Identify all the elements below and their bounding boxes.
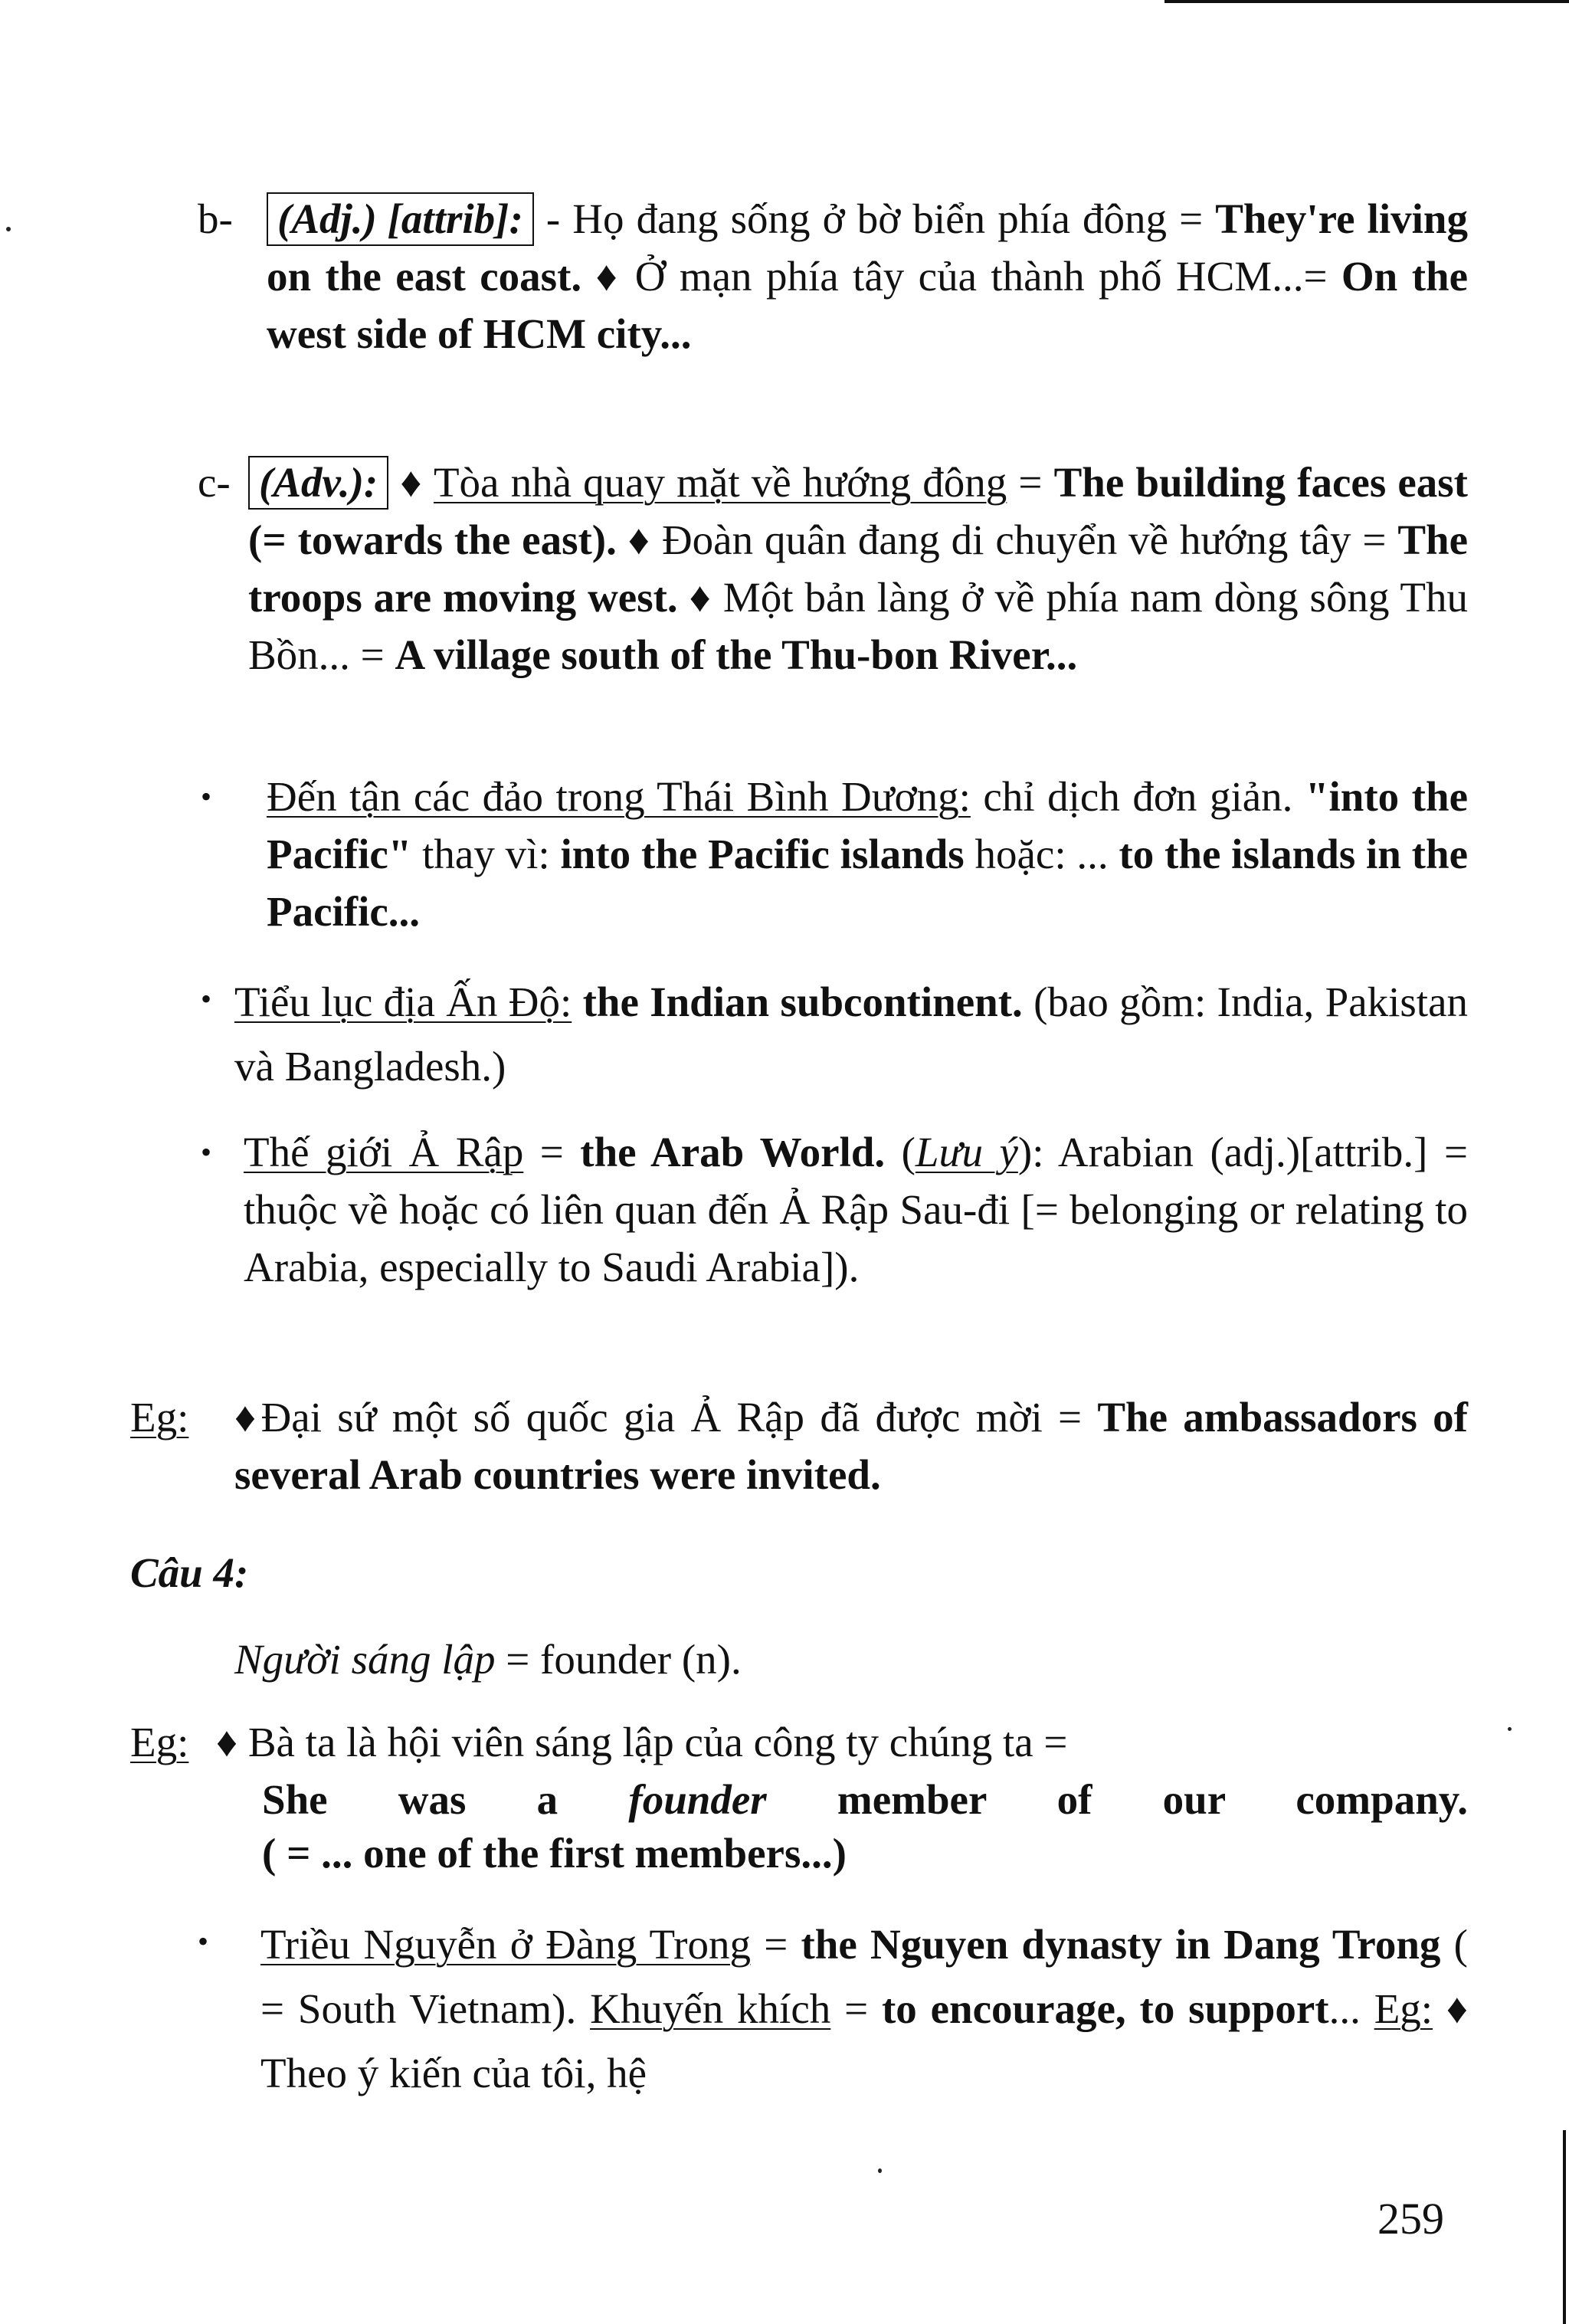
text-run: ( (885, 1129, 916, 1175)
text-run: ♦ Đoàn quân đang di chuyển về hướng tây = (616, 516, 1398, 563)
eg-founder-line2 (262, 1771, 1468, 1828)
text-run: ♦ Bà ta là hội viên sáng lập của công ty chúng ta = (216, 1719, 1068, 1765)
underlined-run: Tiểu lục địa Ấn Độ: (234, 978, 572, 1025)
bullet-pacific-dot: • (201, 779, 212, 814)
text-run: ♦ (388, 459, 434, 506)
text-run: ): Arabian (adj.)[attrib.] = thuộc về hoặc có liên quan đến Ả Rập Sau-đi [= belonging or relating to Arabia, especially to Saudi Arabia]). (244, 1129, 1468, 1290)
scan-speck (878, 2168, 882, 2173)
bullet-pacific-paragraph (267, 768, 1468, 940)
bold-run: A village south of the Thu-bon River... (395, 631, 1078, 678)
underlined-run: Tòa nhà quay mặt về hướng đông (433, 459, 1007, 506)
bold-run: On the west side of HCM city... (267, 253, 1469, 357)
bold-run: to the islands in the Pacific... (267, 831, 1468, 935)
eg-arab-paragraph (234, 1388, 1468, 1503)
text-run: thay vì: (411, 831, 561, 877)
section-b-marker: b- (198, 195, 233, 242)
bullet-arab-paragraph (244, 1123, 1468, 1296)
cau4-heading: Câu 4: (130, 1549, 249, 1596)
underlined-run: Khuyến khích (590, 1985, 831, 2032)
text-run: ♦Đại sứ một số quốc gia Ả Rập đã được mời = (234, 1394, 1098, 1441)
bold-run: into the Pacific islands (560, 831, 965, 877)
bullet-nguyen-paragraph (260, 1913, 1468, 2106)
text-run: (bao gồm: India, Pakistan và Bangladesh.) (234, 978, 1468, 1090)
bold-run: "into the Pacific" (267, 773, 1468, 877)
text-run: = founder (n). (495, 1636, 742, 1683)
underlined-run: Eg: (1374, 1985, 1433, 2032)
bold-run: member of our company. (766, 1776, 1468, 1823)
section-c-label-box: (Adv.): (248, 456, 388, 510)
text-run: = (1007, 459, 1054, 506)
cau4-definition (234, 1631, 1468, 1688)
bold-run: The building faces east (= towards the east). (248, 459, 1468, 563)
text-run: ♦ Theo ý kiến của tôi, hệ (260, 1985, 1468, 2096)
bold-run: The troops are moving west. (248, 516, 1469, 621)
bullet-nguyen-dot: • (198, 1924, 209, 1959)
text-run: = (750, 1921, 801, 1968)
eg-founder-label: Eg: (130, 1719, 189, 1765)
section-c-paragraph (248, 454, 1468, 683)
eg-founder-line3 (262, 1824, 1468, 1882)
bold-italic-run: founder (628, 1776, 767, 1823)
top-border-line (1164, 0, 1569, 3)
bold-run: ( = ... one of the first members...) (262, 1830, 847, 1877)
scan-speck (6, 227, 11, 231)
text-run: = (830, 1985, 882, 2032)
text-run: ... (1328, 1985, 1374, 2032)
section-b-paragraph (267, 190, 1468, 362)
section-b-label-box: (Adj.) [attrib]: (267, 192, 534, 246)
text-run: ♦ Ở mạn phía tây của thành phố HCM...= (581, 253, 1341, 300)
eg-arab-label: Eg: (130, 1394, 189, 1441)
underlined-run: Triều Nguyễn ở Đàng Trong (260, 1921, 751, 1968)
bullet-india-paragraph (234, 970, 1468, 1099)
text-run (572, 978, 582, 1025)
bullet-arab-dot: • (201, 1135, 212, 1169)
text-run: ( = South Vietnam). (260, 1921, 1468, 2032)
right-edge-bar (1563, 2130, 1566, 2324)
page-number: 259 (1377, 2194, 1444, 2244)
text-run: hoặc: ... (964, 831, 1119, 877)
bold-run: the Arab World. (580, 1129, 886, 1175)
section-c-marker: c- (198, 459, 231, 506)
underlined-run: Đến tận các đảo trong Thái Bình Dương: (267, 773, 971, 820)
bold-run: the Indian subcontinent. (582, 978, 1023, 1025)
bold-run: the Nguyen dynasty in Dang Trong (801, 1921, 1441, 1968)
text-run: - Họ đang sống ở bờ biển phía đông = (533, 195, 1216, 242)
underlined-italic-run: Lưu ý (915, 1129, 1018, 1175)
underlined-run: Thế giới Ả Rập (244, 1129, 524, 1175)
bold-run: to encourage, to support (881, 1985, 1329, 2032)
bold-run: They're living on the east coast. (267, 195, 1469, 300)
scan-speck (1508, 1727, 1512, 1731)
eg-founder-line1 (216, 1713, 1468, 1771)
bullet-india-dot: • (201, 982, 212, 1016)
bold-run: She was a (262, 1776, 629, 1823)
text-run: chỉ dịch đơn giản. (970, 773, 1305, 820)
italic-term: Người sáng lập (234, 1636, 496, 1683)
text-run: ♦ Một bản làng ở về phía nam dòng sông Thu Bồn... = (248, 574, 1468, 678)
bold-run: The ambassadors of several Arab countries were invited. (234, 1394, 1468, 1498)
text-run: = (523, 1129, 581, 1175)
